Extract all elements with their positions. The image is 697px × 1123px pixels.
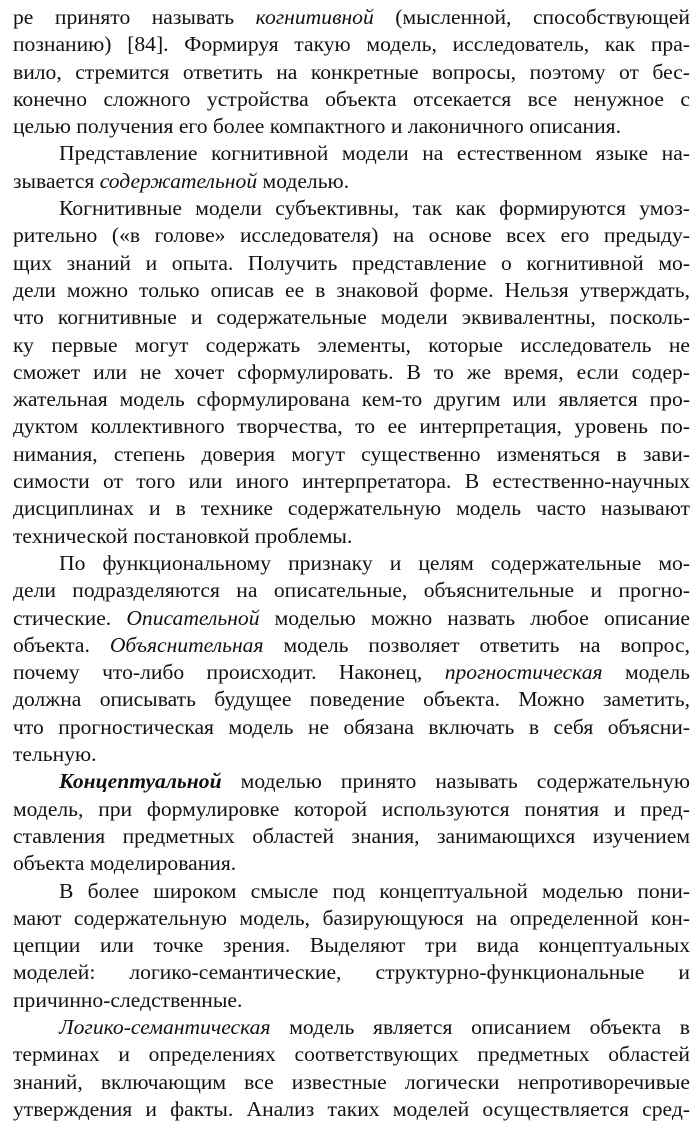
text-line: сможет или не хочет сформулировать. В то же время, если содер- — [13, 359, 690, 384]
text-line: жательная модель сформулирована кем-то другим или является про- — [13, 387, 690, 412]
text-line: нимания, степень доверия могут существенно изменяться в зави- — [13, 441, 690, 466]
text-line: вило, стремится ответить на конкретные вопросы, поэтому от бес- — [13, 59, 690, 84]
text-line: объекта. Объяснительная модель позволяет ответить на вопрос, — [13, 632, 690, 657]
text-line: дисциплинах и в технике содержательную модель часто называют — [13, 496, 690, 521]
text-line: ку первые могут содержать элементы, которые исследователь не — [13, 332, 690, 357]
paragraph-first-line: Когнитивные модели субъективны, так как формируются умоз- — [59, 196, 690, 221]
text-line: объекта моделирования. — [13, 851, 237, 876]
paragraph-first-line: Концептуальной моделью принято называть содержательную — [59, 769, 690, 794]
text-body — [13, 4, 690, 1123]
text-line: должна описывать будущее поведение объекта. Можно заметить, — [13, 687, 690, 712]
text-line: моделей: логико-семантические, структурно-функциональные и — [13, 960, 690, 985]
text-line: ставления предметных областей знания, занимающихся изучением — [13, 823, 690, 848]
text-line: почему что-либо происходит. Наконец, прогностическая модель — [13, 660, 690, 685]
text-line: цепции или точке зрения. Выделяют три вида концептуальных — [13, 933, 690, 958]
paragraph-first-line: Представление когнитивной модели на естественном языке на- — [59, 141, 690, 166]
text-line: что прогностическая модель не обязана включать в себя объясни- — [13, 714, 690, 739]
text-line: ре принято называть когнитивной (мысленной, способствующей — [13, 5, 690, 29]
text-line: что когнитивные и содержательные модели эквивалентны, посколь- — [13, 305, 690, 330]
text-line: конечно сложного устройства объекта отсекается все ненужное с — [13, 86, 690, 111]
text-line: дели можно только описав ее в знаковой форме. Нельзя утверждать, — [13, 277, 690, 302]
text-line: познанию) [84]. Формируя такую модель, исследователь, как пра- — [13, 32, 690, 57]
text-line: знаний, включающим все известные логически непротиворечивые — [13, 1069, 690, 1094]
paragraph-first-line: Логико-семантическая модель является описанием объекта в — [59, 1014, 690, 1039]
paragraph-first-line: По функциональному признаку и целям содержательные мо- — [59, 550, 690, 575]
text-line: терминах и определениях соответствующих предметных областей — [13, 1042, 690, 1067]
text-line: модель, при формулировке которой используются понятия и пред- — [13, 796, 690, 821]
text-line: целью получения его более компактного и лаконичного описания. — [13, 114, 621, 139]
paragraph-first-line: В более широком смысле под концептуальной моделью пони- — [59, 878, 690, 903]
text-line: технической постановкой проблемы. — [13, 523, 353, 548]
text-line: зывается содержательной моделью. — [13, 168, 350, 193]
text-line: симости от того или иного интерпретатора. В естественно-научных — [13, 469, 690, 494]
text-line: дуктом коллективного творчества, то ее интерпретация, уровень по- — [13, 414, 690, 439]
text-line: стические. Описательной моделью можно назвать любое описание — [13, 605, 690, 630]
text-line: дели подразделяются на описательные, объяснительные и прогно- — [13, 578, 690, 603]
text-line: мают содержательную модель, базирующуюся на определенной кон- — [13, 905, 690, 930]
text-line: рительно («в голове» исследователя) на основе всех его предыду- — [13, 223, 690, 248]
text-line: утверждения и факты. Анализ таких моделей осуществляется сред- — [13, 1096, 690, 1121]
text-line: тельную. — [13, 742, 97, 767]
text-line: щих знаний и опыта. Получить представление о когнитивной мо- — [13, 250, 690, 275]
text-line: причинно-следственные. — [13, 987, 243, 1012]
